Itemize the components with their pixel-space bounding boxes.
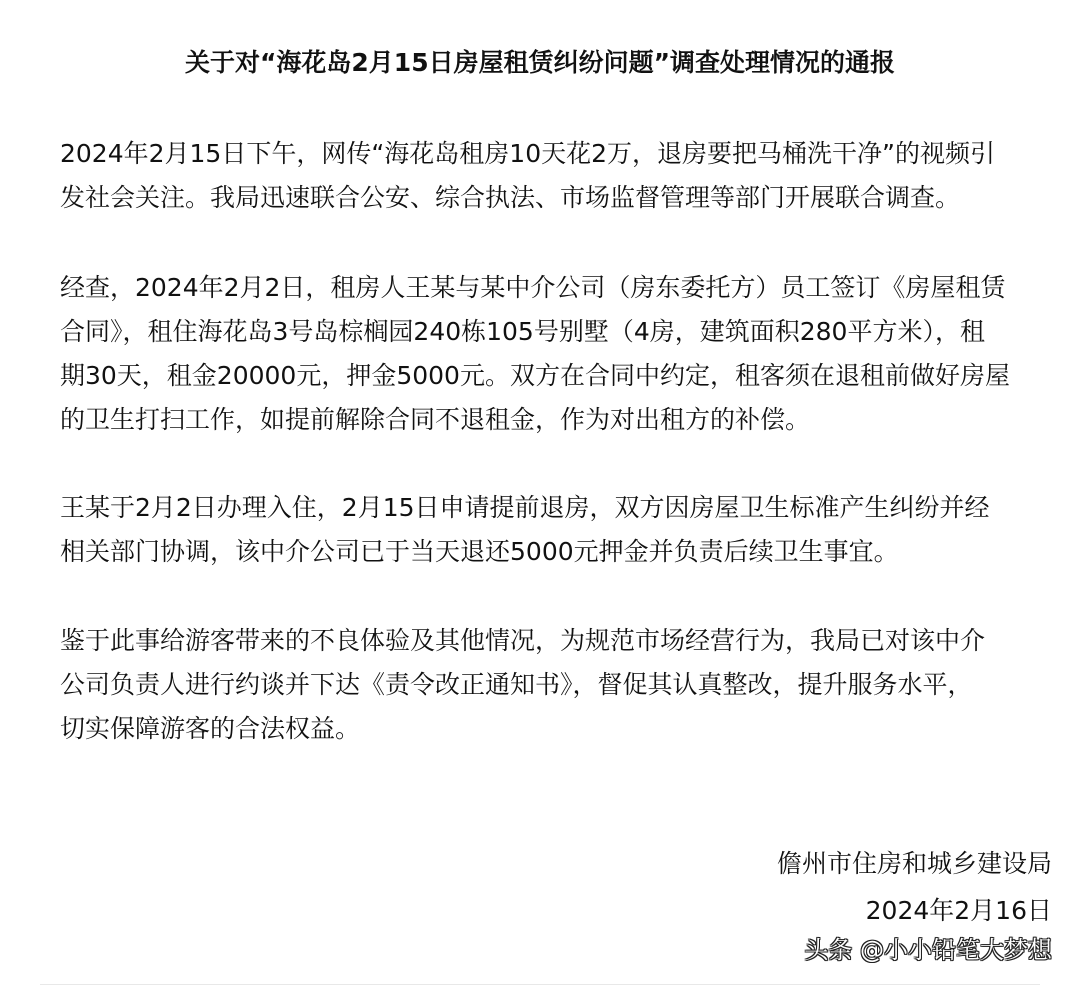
paragraph-4 <box>60 619 1040 751</box>
paragraph-2 <box>60 266 1040 442</box>
issuer-name: 儋州市住房和城乡建设局 <box>776 849 1052 878</box>
paragraph-line: 期30天，租金20000元，押金5000元。双方在合同中约定，租客须在退租前做好房屋 <box>60 361 1010 390</box>
paragraph-line: 公司负责人进行约谈并下达《责令改正通知书》，督促其认真整改，提升服务水平， <box>60 670 973 699</box>
paragraph-3 <box>60 486 1040 574</box>
paragraph-line: 相关部门协调，该中介公司已于当天退还5000元押金并负责后续卫生事宜。 <box>60 537 899 566</box>
source-watermark: 头条 @小小铅笔大梦想 <box>804 936 1052 964</box>
paragraph-line: 切实保障游客的合法权益。 <box>60 714 361 743</box>
paragraph-line: 王某于2月2日办理入住，2月15日申请提前退房，双方因房屋卫生标准产生纠纷并经 <box>60 493 990 522</box>
paragraph-line: 鉴于此事给游客带来的不良体验及其他情况，为规范市场经营行为，我局已对该中介 <box>60 626 986 655</box>
notice-title: 关于对“海花岛2月15日房屋租赁纠纷问题”调查处理情况的通报 <box>184 48 896 77</box>
paragraph-line: 合同》，租住海花岛3号岛棕榈园240栋105号别墅（4房，建筑面积280平方米），租 <box>60 317 985 346</box>
paragraph-line: 的卫生打扫工作，如提前解除合同不退租金，作为对出租方的补偿。 <box>60 405 811 434</box>
issue-date: 2024年2月16日 <box>865 896 1052 925</box>
paragraph-line: 发社会关注。我局迅速联合公安、综合执法、市场监督管理等部门开展联合调查。 <box>60 183 961 212</box>
bottom-divider <box>40 984 1040 985</box>
paragraph-line: 经查，2024年2月2日，租房人王某与某中介公司（房东委托方）员工签订《房屋租赁 <box>60 273 1006 302</box>
paragraph-line: 2024年2月15日下午，网传“海花岛租房10天花2万，退房要把马桶洗干净”的视频引 <box>60 139 995 168</box>
paragraph-1 <box>60 132 1040 220</box>
